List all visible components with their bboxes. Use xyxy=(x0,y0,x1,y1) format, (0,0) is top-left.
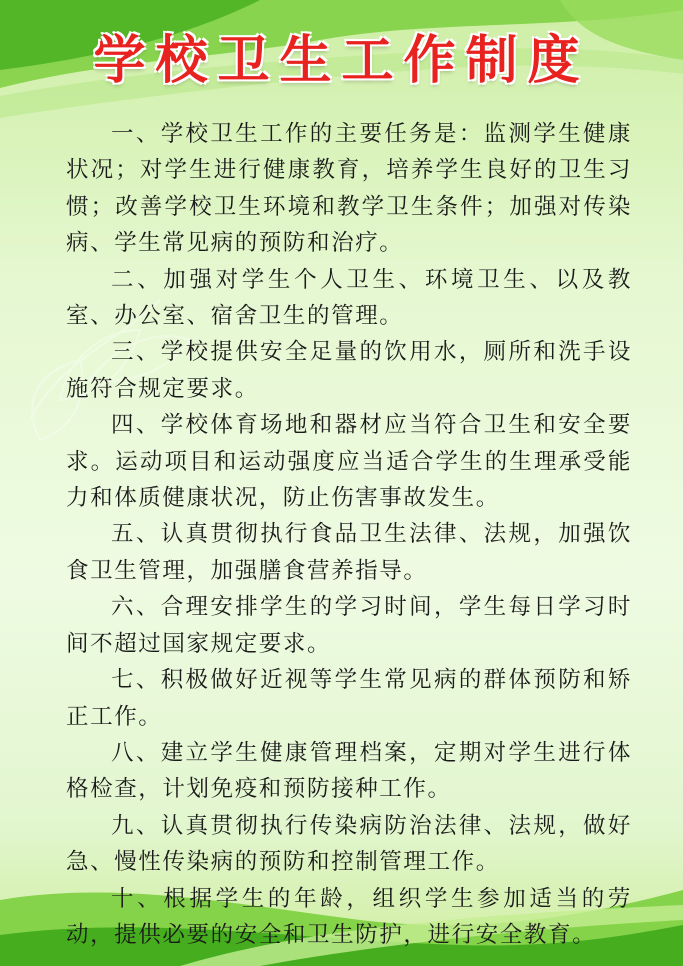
rule-item-7: 七、积极做好近视等学生常见病的群体预防和矫正工作。 xyxy=(66,667,632,730)
rule-item-9: 九、认真贯彻执行传染病防治法律、法规，做好急、慢性传染病的预防和控制管理工作。 xyxy=(66,812,632,876)
page-title: 学校卫生工作制度 xyxy=(93,31,590,91)
rule-item-8: 八、建立学生健康管理档案，定期对学生进行体格检查，计划免疫和预防接种工作。 xyxy=(66,739,632,803)
rule-item-6: 六、合理安排学生的学习时间，学生每日学习时间不超过国家规定要求。 xyxy=(66,594,632,657)
rule-item-1: 一、学校卫生工作的主要任务是：监测学生健康状况；对学生进行健康教育，培养学生良好的卫生习惯；改善学校卫生环境和教学卫生条件；加强对传染病、学生常见病的预防和治疗。 xyxy=(66,121,632,257)
rule-item-4: 四、学校体育场地和器材应当符合卫生和安全要求。运动项目和运动强度应当适合学生的生理承受能力和体质健康状况，防止伤害事故发生。 xyxy=(66,412,632,512)
rule-item-2: 二、加强对学生个人卫生、环境卫生、以及教室、办公室、宿舍卫生的管理。 xyxy=(66,266,632,330)
rule-item-3: 三、学校提供安全足量的饮用水，厕所和洗手设施符合规定要求。 xyxy=(66,339,632,402)
rule-item-10: 十、根据学生的年龄，组织学生参加适当的劳动，提供必要的安全和卫生防护，进行安全教育。 xyxy=(66,885,632,948)
rule-item-5: 五、认真贯彻执行食品卫生法律、法规，加强饮食卫生管理，加强膳食营养指导。 xyxy=(66,521,632,584)
rules-list xyxy=(66,116,632,953)
